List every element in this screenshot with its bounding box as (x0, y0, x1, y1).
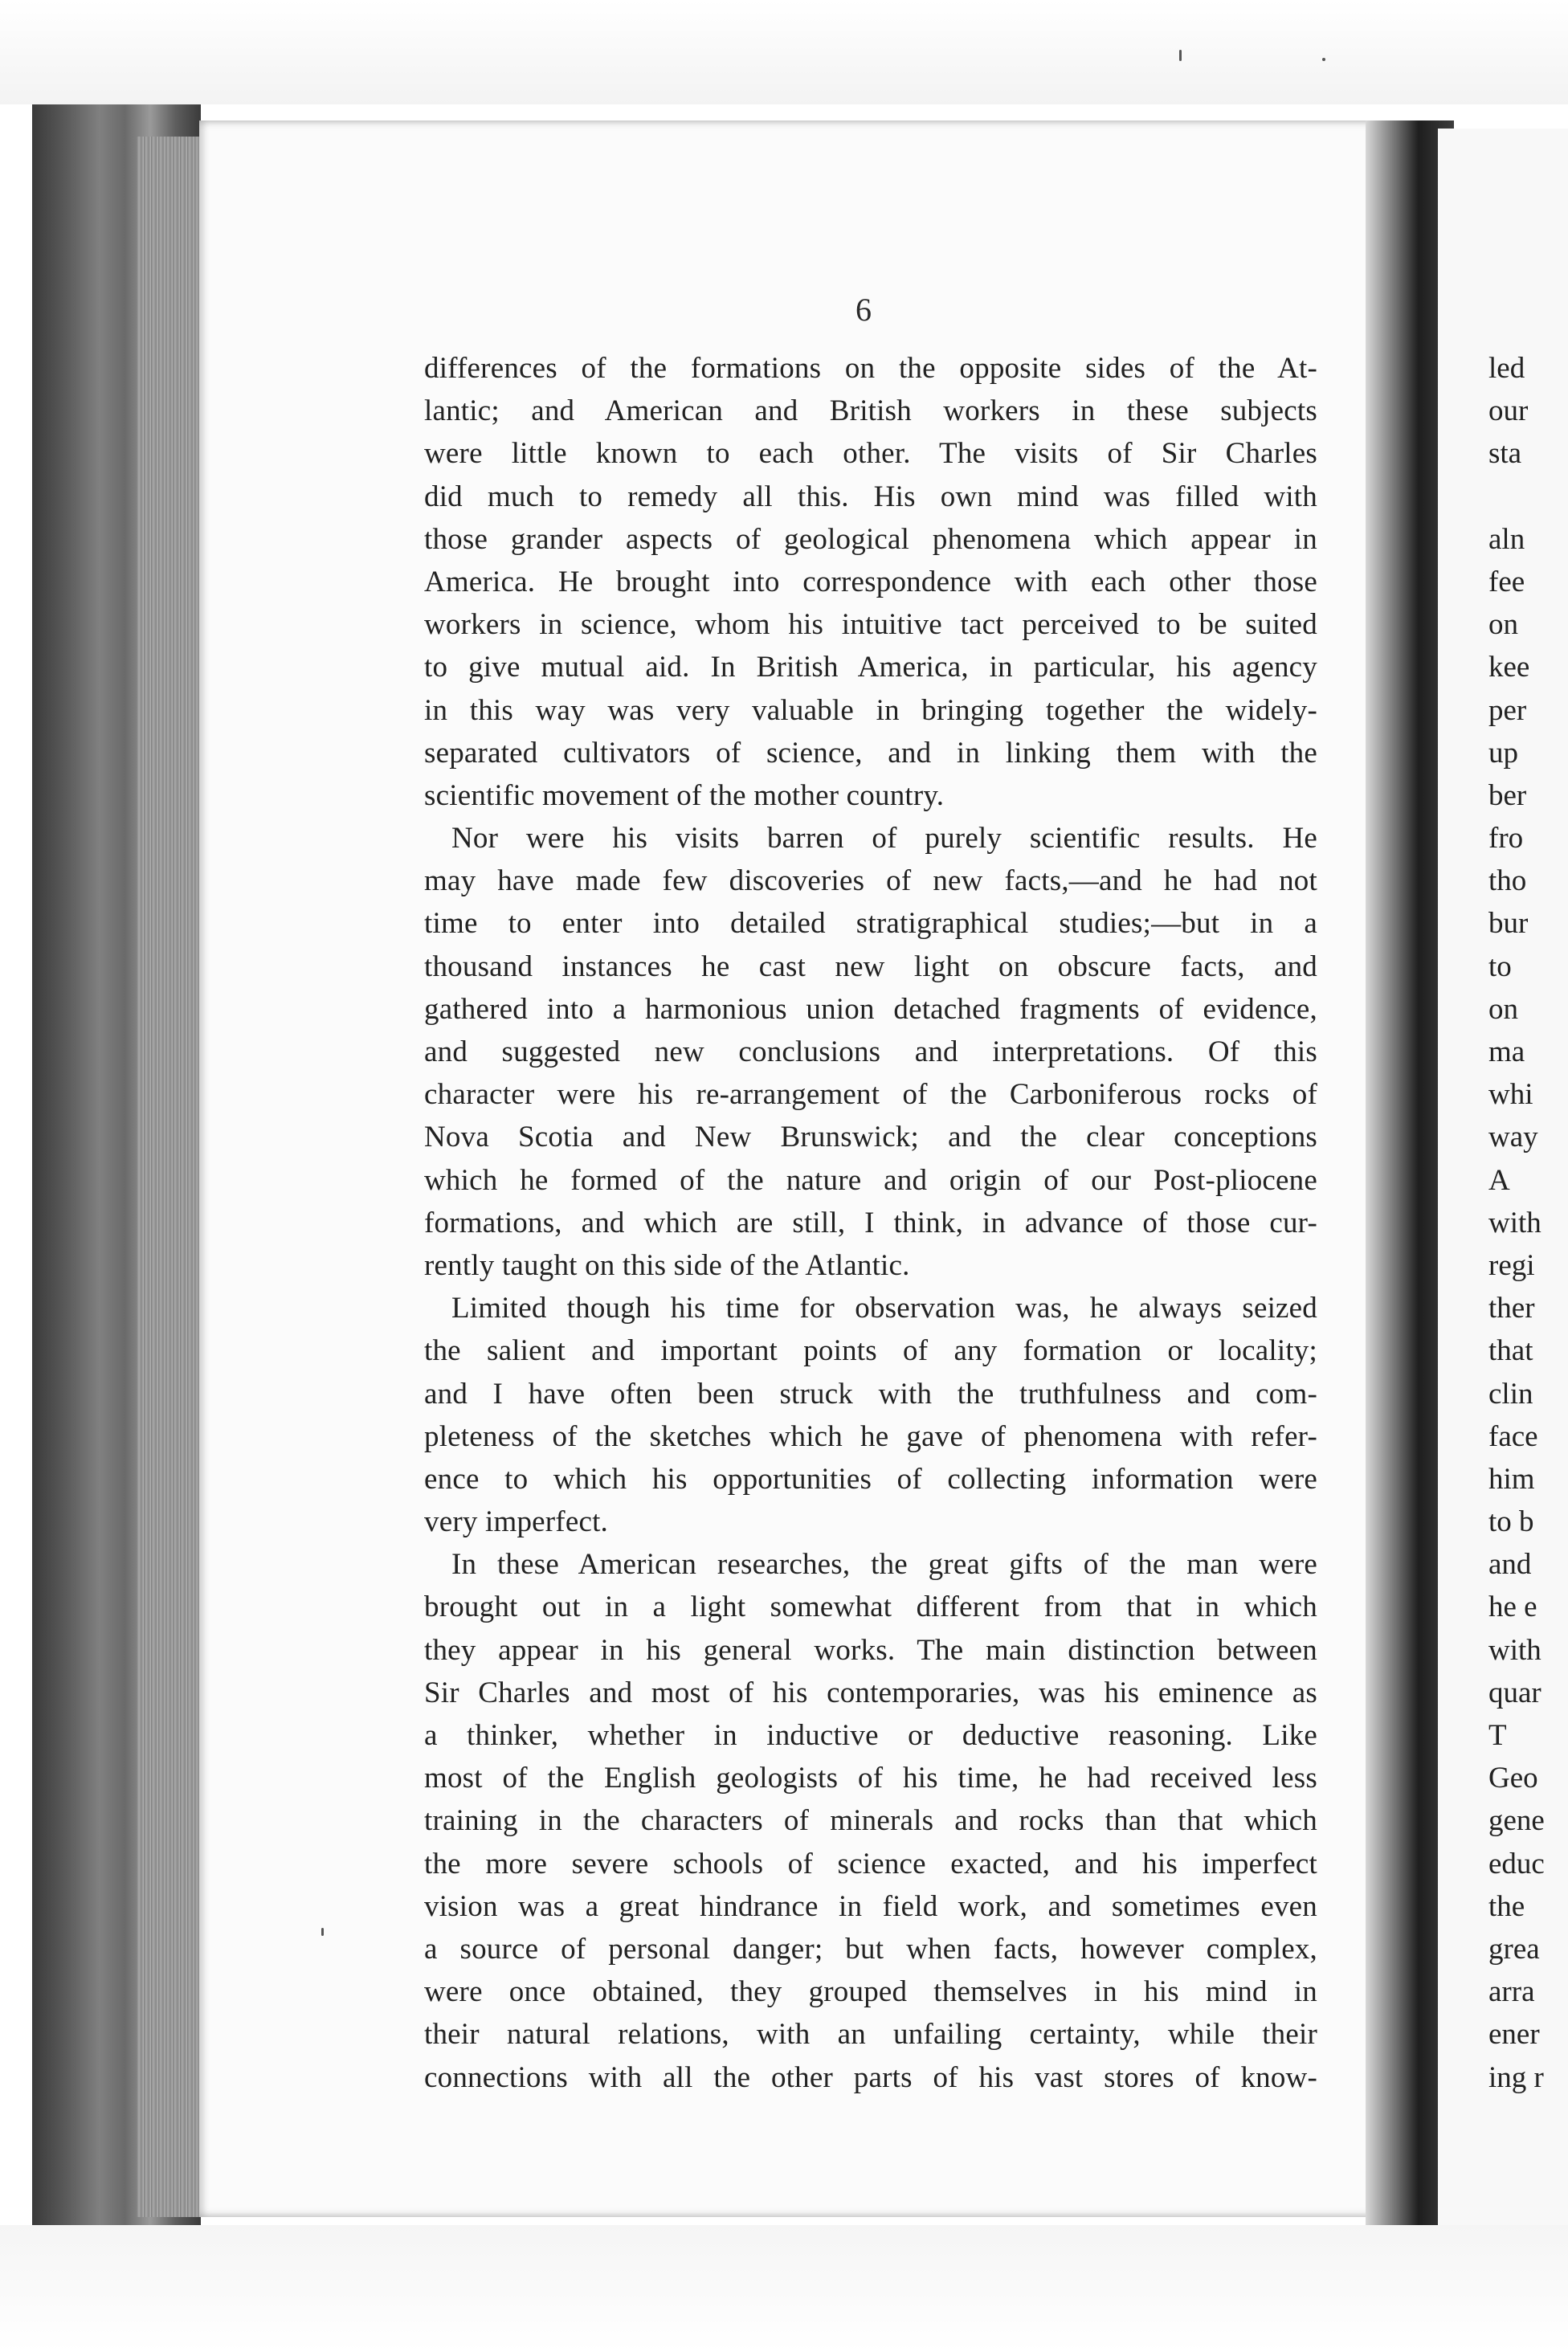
text-line: most of the English geologists of his time, he had received less (424, 1762, 1317, 1795)
facing-line: tho (1488, 864, 1527, 898)
dust-speck (321, 1928, 324, 1936)
text-line: workers in science, whom his intuitive tact perceived to be suited (424, 608, 1317, 642)
text-line: brought out in a light somewhat different from that in which (424, 1590, 1317, 1624)
facing-line: gene (1488, 1804, 1545, 1838)
body-text (424, 347, 1317, 2099)
facing-line: with (1488, 1206, 1541, 1239)
facing-line: ther (1488, 1292, 1535, 1325)
facing-line: regi (1488, 1248, 1535, 1282)
facing-line: him (1488, 1462, 1535, 1496)
text-line: the salient and important points of any formation or locality; (424, 1334, 1317, 1368)
text-line: rently taught on this side of the Atlantic. (424, 1248, 910, 1282)
text-line: time to enter into detailed stratigraphical studies;—but in a (424, 907, 1317, 941)
text-line: lantic; and American and British workers in these subjects (424, 394, 1317, 428)
facing-line: the (1488, 1889, 1525, 1923)
text-line: the more severe schools of science exacted, and his imperfect (424, 1847, 1317, 1880)
page-number: 6 (855, 292, 872, 328)
facing-line: ener (1488, 2018, 1540, 2052)
facing-line: he e (1488, 1590, 1537, 1624)
text-line: a thinker, whether in inductive or deductive reasoning. Like (424, 1719, 1317, 1752)
facing-line: quar (1488, 1676, 1541, 1709)
text-line: Limited though his time for observation was, he always seized (451, 1292, 1317, 1325)
text-line: pleteness of the sketches which he gave of phenomena with refer- (424, 1419, 1317, 1453)
facing-line (1488, 476, 1568, 518)
text-line: Sir Charles and most of his contemporaries, was his eminence as (424, 1676, 1317, 1709)
text-line: scientific movement of the mother country. (424, 778, 945, 812)
text-line: Nor were his visits barren of purely scientific results. He (451, 822, 1317, 855)
text-line: did much to remedy all this. His own mind was filled with (424, 480, 1317, 513)
facing-line: up (1488, 736, 1518, 770)
facing-line: to (1488, 949, 1512, 983)
facing-line: grea (1488, 1932, 1540, 1966)
facing-line: arra (1488, 1975, 1535, 2009)
film-margin-bottom (0, 2225, 1568, 2352)
facing-line: bur (1488, 907, 1529, 941)
text-line: which he formed of the nature and origin of our Post-pliocene (424, 1163, 1317, 1197)
facing-line: led (1488, 352, 1525, 385)
text-line: gathered into a harmonious union detached fragments of evidence, (424, 992, 1317, 1026)
text-line: and I have often been struck with the truthfulness and com- (424, 1377, 1317, 1411)
facing-line: on (1488, 992, 1518, 1026)
facing-line: fro (1488, 822, 1524, 855)
text-line: character were his re-arrangement of the Carboniferous rocks of (424, 1078, 1317, 1112)
facing-line: ber (1488, 778, 1527, 812)
text-line: America. He brought into correspondence with each other those (424, 565, 1317, 598)
text-line: they appear in his general works. The main distinction between (424, 1633, 1317, 1667)
facing-line: Geo (1488, 1762, 1538, 1795)
facing-line: clin (1488, 1377, 1533, 1411)
text-line: their natural relations, with an unfailing certainty, while their (424, 2018, 1317, 2052)
facing-line: our (1488, 394, 1529, 428)
text-line: were once obtained, they grouped themselves in his mind in (424, 1975, 1317, 2009)
facing-line: per (1488, 693, 1527, 727)
text-line: In these American researches, the great gifts of the man were (451, 1548, 1317, 1582)
text-line: and suggested new conclusions and interpretations. Of this (424, 1035, 1317, 1068)
facing-line: with (1488, 1633, 1541, 1667)
text-line: training in the characters of minerals and rocks than that which (424, 1804, 1317, 1838)
dust-speck (1322, 58, 1325, 61)
facing-page-text (1488, 347, 1568, 2099)
text-line: separated cultivators of science, and in linking them with the (424, 736, 1317, 770)
text-line: thousand instances he cast new light on obscure facts, and (424, 949, 1317, 983)
facing-line: aln (1488, 522, 1525, 556)
page-edges (137, 137, 201, 2217)
facing-line: whi (1488, 1078, 1533, 1112)
facing-line: ing r (1488, 2060, 1544, 2094)
facing-line: fee (1488, 565, 1525, 598)
text-line: a source of personal danger; but when facts, however complex, (424, 1932, 1317, 1966)
text-line: ence to which his opportunities of collecting information were (424, 1462, 1317, 1496)
text-line: were little known to each other. The visits of Sir Charles (424, 437, 1317, 471)
facing-line: and (1488, 1548, 1532, 1582)
facing-line: educ (1488, 1847, 1545, 1880)
text-line: connections with all the other parts of his vast stores of know- (424, 2060, 1317, 2094)
film-margin-top (0, 0, 1568, 104)
facing-line: A (1488, 1163, 1510, 1197)
facing-line: face (1488, 1419, 1538, 1453)
text-line: differences of the formations on the opposite sides of the At- (424, 352, 1317, 385)
text-line: those grander aspects of geological phenomena which appear in (424, 522, 1317, 556)
facing-line: way (1488, 1121, 1538, 1154)
facing-line: that (1488, 1334, 1533, 1368)
text-line: to give mutual aid. In British America, in particular, his agency (424, 651, 1317, 684)
dust-speck (1179, 50, 1182, 61)
facing-line: ma (1488, 1035, 1525, 1068)
facing-line: T (1488, 1719, 1507, 1752)
text-line: very imperfect. (424, 1505, 608, 1539)
facing-line: to b (1488, 1505, 1534, 1539)
text-line: Nova Scotia and New Brunswick; and the clear conceptions (424, 1121, 1317, 1154)
text-line: may have made few discoveries of new facts,—and he had not (424, 864, 1317, 898)
text-line: vision was a great hindrance in field work, and sometimes even (424, 1889, 1317, 1923)
text-line: formations, and which are still, I think, in advance of those cur- (424, 1206, 1317, 1239)
facing-line: kee (1488, 651, 1530, 684)
text-line: in this way was very valuable in bringing together the widely- (424, 693, 1317, 727)
facing-line: on (1488, 608, 1518, 642)
facing-line: sta (1488, 437, 1522, 471)
